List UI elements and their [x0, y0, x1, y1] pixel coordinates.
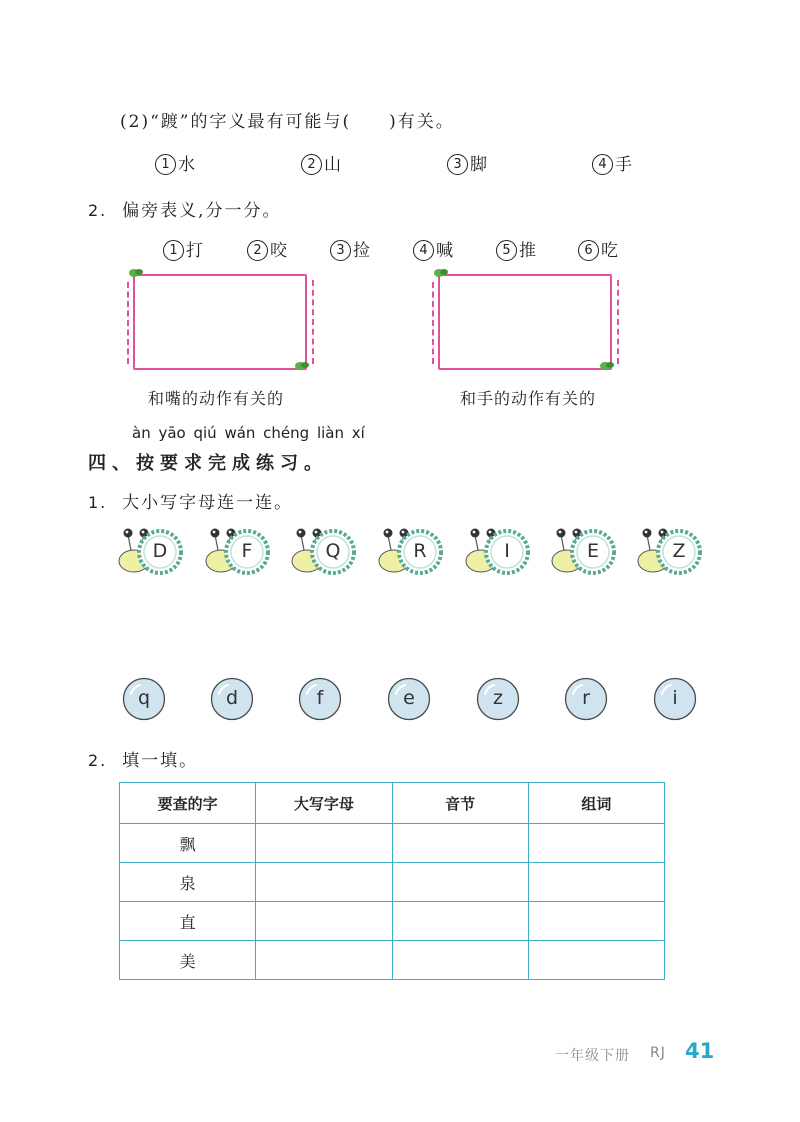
- q2-option-1-number: 1: [155, 154, 176, 175]
- header-syllable: 音节: [392, 783, 528, 824]
- radical-char-3-text: 捡: [353, 241, 370, 261]
- uppercase-letter[interactable]: F: [241, 540, 253, 562]
- hand-box-label: 和手的动作有关的: [460, 389, 597, 408]
- q2-option-2[interactable]: [301, 150, 341, 175]
- question-2-stem: (2)“踱”的字义最有可能与( )有关。: [120, 112, 455, 132]
- radical-char-3-number: 3: [330, 240, 351, 261]
- answer-cell[interactable]: [256, 863, 392, 902]
- row-char: 飘: [120, 824, 256, 863]
- mouth-box-label: 和嘴的动作有关的: [148, 389, 285, 408]
- radical-char-4-number: 4: [413, 240, 434, 261]
- uppercase-letter[interactable]: Q: [325, 540, 341, 562]
- leaf-icon: [434, 267, 448, 279]
- q2-option-4-text: 手: [615, 155, 632, 175]
- radical-char-6: [578, 236, 618, 261]
- q2-option-4[interactable]: [592, 150, 632, 175]
- uppercase-letter[interactable]: R: [413, 540, 427, 562]
- table-row: [120, 863, 665, 902]
- frame-deco-edge: [611, 280, 619, 364]
- answer-cell[interactable]: [392, 824, 528, 863]
- table-row: [120, 941, 665, 980]
- frame-deco-edge: [306, 280, 314, 364]
- header-uppercase: 大写字母: [256, 783, 392, 824]
- radical-char-5: [496, 236, 536, 261]
- leaf-icon: [600, 360, 614, 372]
- radical-char-5-text: 推: [519, 241, 536, 261]
- q2-option-1-text: 水: [178, 155, 195, 175]
- match-number: 1.: [88, 493, 108, 512]
- radical-char-3: [330, 236, 370, 261]
- match-title: 大小写字母连一连。: [122, 493, 294, 513]
- q2-option-3-text: 脚: [470, 155, 487, 175]
- radical-char-1-number: 1: [163, 240, 184, 261]
- lowercase-letter[interactable]: f: [316, 687, 324, 709]
- page-number: 41: [685, 1039, 715, 1063]
- radicals-number: 2.: [88, 201, 108, 220]
- frame-deco-edge-left: [432, 282, 439, 364]
- radicals-title: 偏旁表义,分一分。: [122, 201, 282, 221]
- footer-book: 一年级下册: [555, 1048, 630, 1064]
- answer-cell[interactable]: [528, 941, 664, 980]
- q2-option-3-number: 3: [447, 154, 468, 175]
- answer-cell[interactable]: [528, 902, 664, 941]
- answer-cell[interactable]: [528, 863, 664, 902]
- answer-cell[interactable]: [256, 824, 392, 863]
- radical-char-6-text: 吃: [601, 241, 618, 261]
- q2-option-4-number: 4: [592, 154, 613, 175]
- leaf-icon: [295, 360, 309, 372]
- section4-title: 四、按要求完成练习。: [88, 453, 328, 474]
- lowercase-letter[interactable]: q: [137, 687, 151, 709]
- fill-title: 填一填。: [122, 751, 199, 771]
- radical-char-2: [247, 236, 287, 261]
- radical-char-2-number: 2: [247, 240, 268, 261]
- answer-cell[interactable]: [256, 941, 392, 980]
- uppercase-letter[interactable]: Z: [672, 540, 686, 562]
- radical-char-2-text: 咬: [270, 241, 287, 261]
- row-char: 直: [120, 902, 256, 941]
- lowercase-letter[interactable]: d: [225, 687, 239, 709]
- lowercase-letter[interactable]: e: [403, 687, 415, 709]
- section4-pinyin: àn yāo qiú wán chéng liàn xí: [132, 424, 365, 442]
- fill-question: [88, 746, 198, 771]
- uppercase-letter[interactable]: I: [504, 540, 510, 562]
- leaf-icon: [129, 267, 143, 279]
- fill-number: 2.: [88, 751, 108, 770]
- header-char: 要查的字: [120, 783, 256, 824]
- header-word: 组词: [528, 783, 664, 824]
- lowercase-letter[interactable]: z: [493, 687, 503, 709]
- radicals-question: [88, 196, 281, 221]
- answer-cell[interactable]: [528, 824, 664, 863]
- answer-cell[interactable]: [256, 902, 392, 941]
- match-question: [88, 488, 293, 513]
- radical-char-1-text: 打: [186, 241, 203, 261]
- fill-table: [119, 782, 665, 980]
- answer-cell[interactable]: [392, 902, 528, 941]
- row-char: 美: [120, 941, 256, 980]
- uppercase-letter[interactable]: D: [152, 540, 168, 562]
- mouth-action-answer-box[interactable]: [133, 274, 307, 370]
- radical-char-4: [413, 236, 453, 261]
- answer-cell[interactable]: [392, 941, 528, 980]
- table-header-row: [120, 783, 665, 824]
- radical-char-4-text: 喊: [436, 241, 453, 261]
- frame-deco-edge-left: [127, 282, 134, 364]
- row-char: 泉: [120, 863, 256, 902]
- table-row: [120, 902, 665, 941]
- table-row: [120, 824, 665, 863]
- hand-action-answer-box[interactable]: [438, 274, 612, 370]
- radical-char-6-number: 6: [578, 240, 599, 261]
- lowercase-letter[interactable]: r: [582, 687, 590, 709]
- radical-char-5-number: 5: [496, 240, 517, 261]
- lowercase-letter[interactable]: i: [672, 687, 678, 709]
- q2-option-3[interactable]: [447, 150, 487, 175]
- q2-option-2-number: 2: [301, 154, 322, 175]
- footer-edition: RJ: [650, 1045, 666, 1061]
- q2-option-2-text: 山: [324, 155, 341, 175]
- answer-cell[interactable]: [392, 863, 528, 902]
- uppercase-letter[interactable]: E: [586, 540, 599, 562]
- q2-option-1[interactable]: [155, 150, 195, 175]
- radical-char-1: [163, 236, 203, 261]
